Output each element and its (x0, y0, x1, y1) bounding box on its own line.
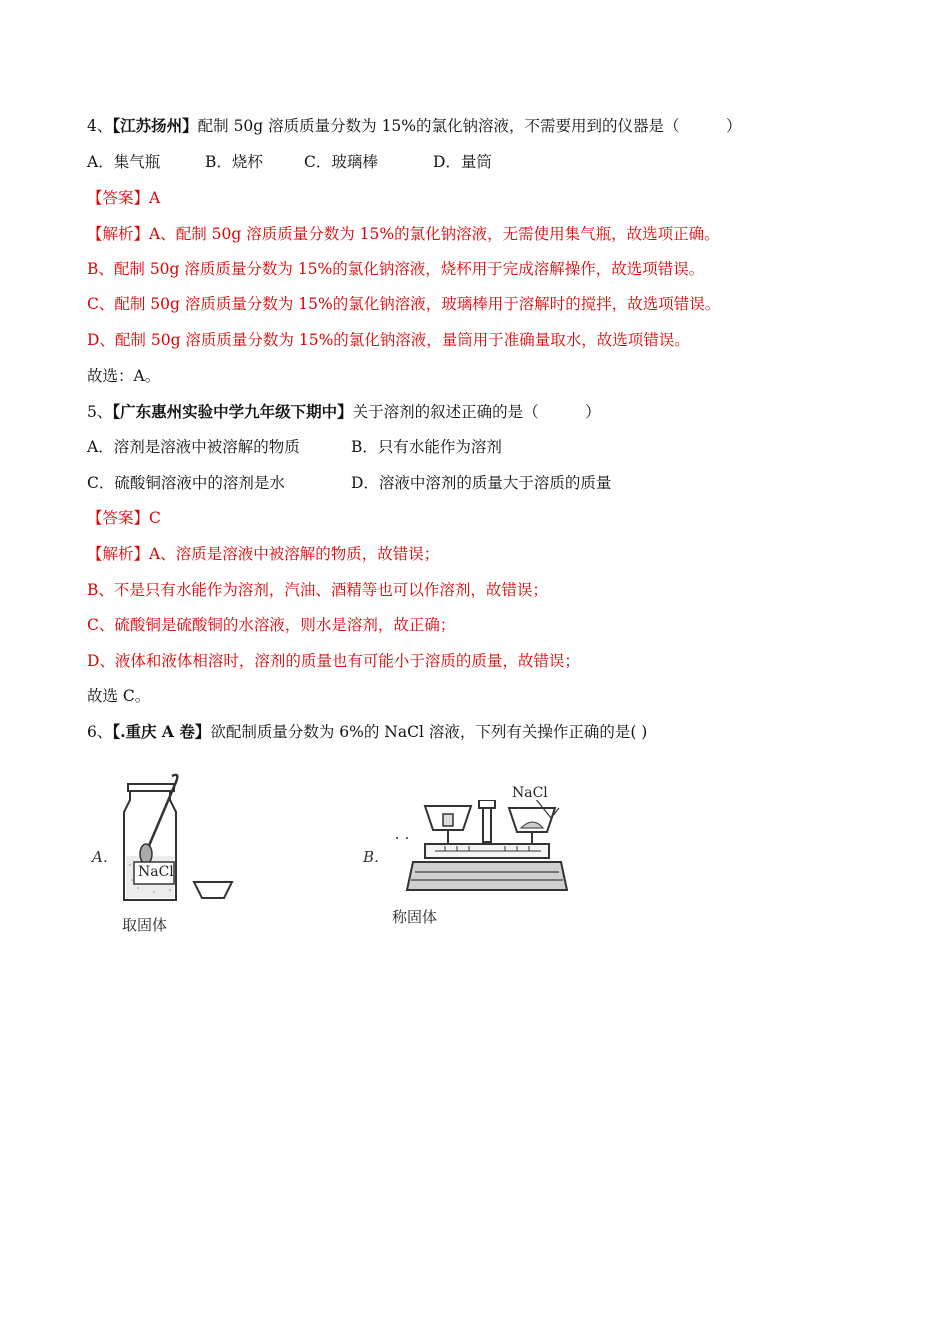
figure-a-caption: 取固体 (122, 916, 168, 934)
q6-stem: 欲配制质量分数为 6%的 NaCl 溶液，下列有关操作正确的是( ) (210, 723, 648, 741)
q4-stem: 配制 50g 溶质质量分数为 15%的氯化钠溶液，不需要用到的仪器是（ ） (197, 117, 742, 135)
figure-b-label: NaCl (512, 785, 548, 801)
q5-analysis-b: B、不是只有水能作为溶剂，汽油、酒精等也可以作溶剂，故错误； (87, 581, 548, 599)
q5-option-d: D．溶液中溶剂的质量大于溶质的质量 (351, 474, 612, 492)
balance-scale-illustration (395, 800, 570, 900)
q6-number: 6、 (87, 723, 113, 741)
q4-option-d: D．量筒 (433, 153, 492, 171)
q5-option-a: A．溶剂是溶液中被溶解的物质 (87, 438, 300, 456)
q4-option-a: A．集气瓶 (87, 153, 161, 171)
q5-analysis-a: 【解析】A、溶质是溶液中被溶解的物质，故错误； (87, 545, 440, 563)
q5-option-b: B．只有水能作为溶剂 (351, 438, 502, 456)
q4-analysis-a: 【解析】A、配制 50g 溶质质量分数为 15%的氯化钠溶液，无需使用集气瓶，故选项正确。 (87, 225, 720, 243)
q6-source: 【.重庆 A 卷】 (112, 722, 211, 741)
figure-a-letter: A． (92, 848, 118, 866)
q4-answer: 【答案】A (87, 189, 161, 207)
q5-number: 5、 (87, 403, 113, 421)
figure-b-caption: 称固体 (392, 908, 438, 926)
q5-analysis-d: D、液体和液体相溶时，溶剂的质量也有可能小于溶质的质量，故错误； (87, 652, 580, 670)
q5-stem: 关于溶剂的叙述正确的是（ ） (352, 403, 601, 421)
figure-a-label: NaCl (138, 864, 174, 880)
q4-analysis-b: B、配制 50g 溶质质量分数为 15%的氯化钠溶液，烧杯用于完成溶解操作，故选项错误。 (87, 260, 705, 278)
q4-source: 【江苏扬州】 (112, 116, 198, 135)
reagent-bottle-with-spoon-illustration (110, 770, 250, 910)
q5-analysis-c: C、硫酸铜是硫酸铜的水溶液，则水是溶剂，故正确； (87, 616, 456, 634)
q5-stem-line (87, 402, 601, 422)
q4-option-c: C．玻璃棒 (304, 153, 378, 171)
q5-answer: 【答案】C (87, 509, 161, 527)
q6-stem-line (87, 722, 647, 742)
q4-analysis-c: C、配制 50g 溶质质量分数为 15%的氯化钠溶液，玻璃棒用于溶解时的搅拌，故选项错误。 (87, 295, 721, 313)
q5-source: 【广东惠州实验中学九年级下期中】 (112, 402, 353, 421)
q4-number: 4、 (87, 117, 113, 135)
q5-conclusion: 故选 C。 (87, 687, 151, 705)
q4-stem-line (87, 116, 742, 136)
q4-conclusion: 故选：A。 (87, 367, 161, 385)
q5-option-c: C．硫酸铜溶液中的溶剂是水 (87, 474, 285, 492)
figure-b-letter: B． (363, 848, 390, 866)
q4-analysis-d: D、配制 50g 溶质质量分数为 15%的氯化钠溶液，量筒用于准确量取水，故选项错误。 (87, 331, 690, 349)
q4-option-b: B．烧杯 (205, 153, 263, 171)
